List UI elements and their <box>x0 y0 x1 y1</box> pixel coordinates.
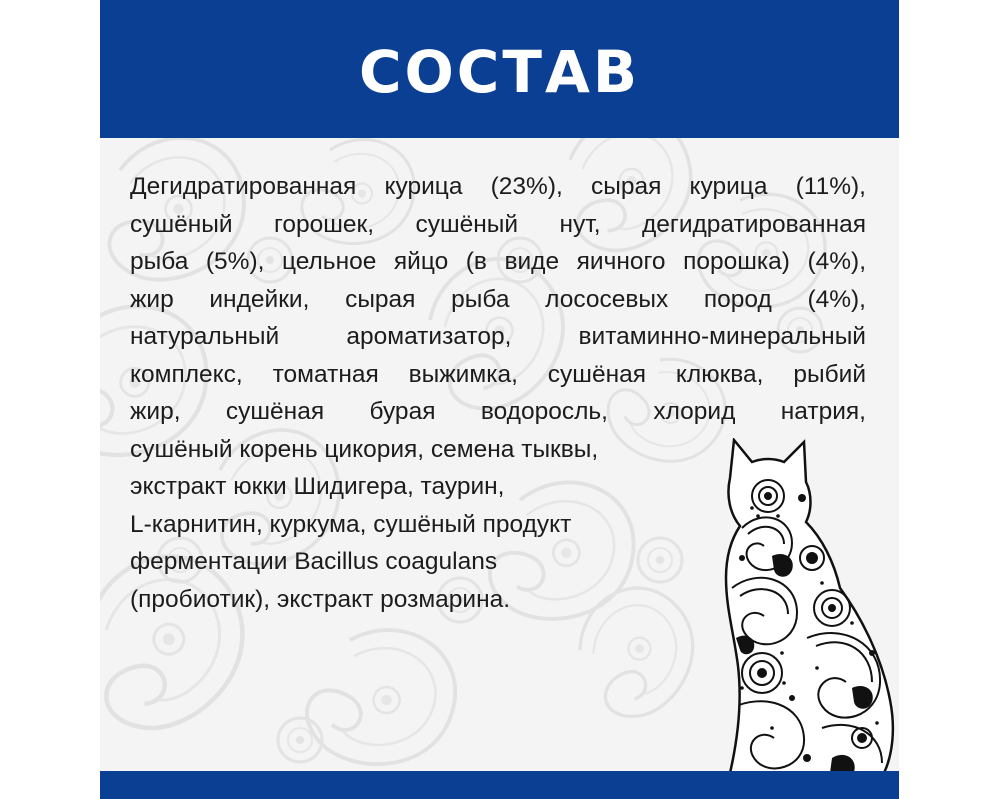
composition-card <box>100 0 899 799</box>
composition-line: сушёный корень цикория, семена тыквы, <box>130 435 599 463</box>
composition-line: экстракт юкки Шидигера, таурин, <box>130 473 505 500</box>
composition-line: L-карнитин, куркума, сушёный продукт <box>130 510 572 538</box>
composition-line: натуральный ароматизатор, витаминно-минеральный <box>130 323 866 350</box>
composition-line: Дегидратированная курица (23%), сырая курица (11%), <box>130 173 866 200</box>
composition-line: ферментации Bacillus coagulans <box>130 548 498 575</box>
composition-line: сушёный горошек, сушёный нут, дегидратированная <box>130 210 866 238</box>
header-band <box>100 0 899 138</box>
composition-line: (пробиотик), экстракт розмарина. <box>130 585 511 613</box>
paisley-cat-illustration <box>712 438 899 773</box>
composition-line: рыба (5%), цельное яйцо (в виде яичного порошка) (4%), <box>130 248 866 275</box>
composition-line: комплекс, томатная выжимка, сушёная клюква, рыбий <box>130 360 866 388</box>
footer-band <box>100 771 899 799</box>
composition-line: жир индейки, сырая рыба лососевых пород (4%), <box>130 285 866 313</box>
page-title: СОСТАВ <box>358 38 641 106</box>
composition-line: жир, сушёная бурая водоросль, хлорид натрия, <box>130 398 866 425</box>
